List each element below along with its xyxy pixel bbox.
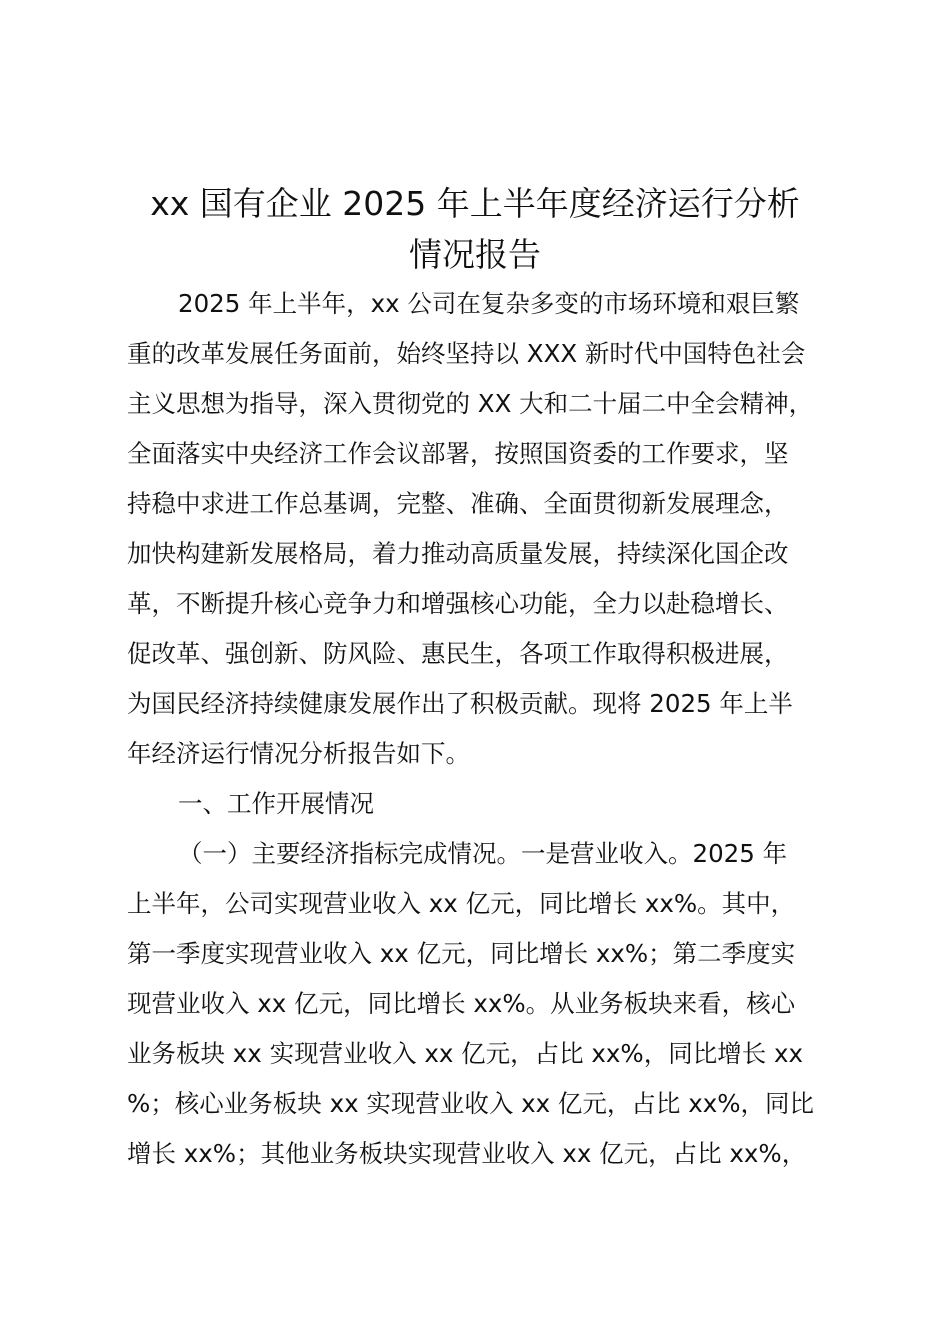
paragraph-2-line-7: 增长 xx%；其他业务板块实现营业收入 xx 亿元，占比 xx%， bbox=[127, 1139, 807, 1168]
paragraph-2-line-3: 第一季度实现营业收入 xx 亿元，同比增长 xx%；第二季度实 bbox=[127, 939, 796, 968]
paragraph-1-line-10: 年经济运行情况分析报告如下。 bbox=[127, 739, 470, 768]
section-heading: 一、工作开展情况 bbox=[178, 789, 374, 818]
paragraph-1-line-2: 重的改革发展任务面前，始终坚持以 XXX 新时代中国特色社会 bbox=[127, 339, 806, 368]
paragraph-1-line-7: 革，不断提升核心竞争力和增强核心功能，全力以赴稳增长、 bbox=[127, 589, 789, 618]
paragraph-2-line-2: 上半年，公司实现营业收入 xx 亿元，同比增长 xx%。其中， bbox=[127, 889, 796, 918]
paragraph-1-line-1: 2025 年上半年，xx 公司在复杂多变的市场环境和艰巨繁 bbox=[178, 289, 800, 318]
paragraph-2-line-4: 现营业收入 xx 亿元，同比增长 xx%。从业务板块来看，核心 bbox=[127, 989, 796, 1018]
paragraph-1-line-3: 主义思想为指导，深入贯彻党的 XX 大和二十届二中全会精神， bbox=[127, 389, 814, 418]
paragraph-1-line-6: 加快构建新发展格局，着力推动高质量发展，持续深化国企改 bbox=[127, 539, 789, 568]
paragraph-1-line-5: 持稳中求进工作总基调，完整、准确、全面贯彻新发展理念， bbox=[127, 489, 789, 518]
paragraph-1-line-4: 全面落实中央经济工作会议部署，按照国资委的工作要求，坚 bbox=[127, 439, 789, 468]
paragraph-1-line-9: 为国民经济持续健康发展作出了积极贡献。现将 2025 年上半 bbox=[127, 689, 793, 718]
paragraph-1-line-8: 促改革、强创新、防风险、惠民生，各项工作取得积极进展， bbox=[127, 639, 789, 668]
document-title-line-1: xx 国有企业 2025 年上半年度经济运行分析 bbox=[150, 184, 800, 223]
paragraph-2-line-5: 业务板块 xx 实现营业收入 xx 亿元，占比 xx%，同比增长 xx bbox=[127, 1039, 803, 1068]
document-title-line-2: 情况报告 bbox=[409, 235, 541, 274]
paragraph-2-line-1: （一）主要经济指标完成情况。一是营业收入。2025 年 bbox=[178, 839, 788, 868]
paragraph-2-line-6: %；核心业务板块 xx 实现营业收入 xx 亿元，占比 xx%，同比 bbox=[127, 1089, 814, 1118]
